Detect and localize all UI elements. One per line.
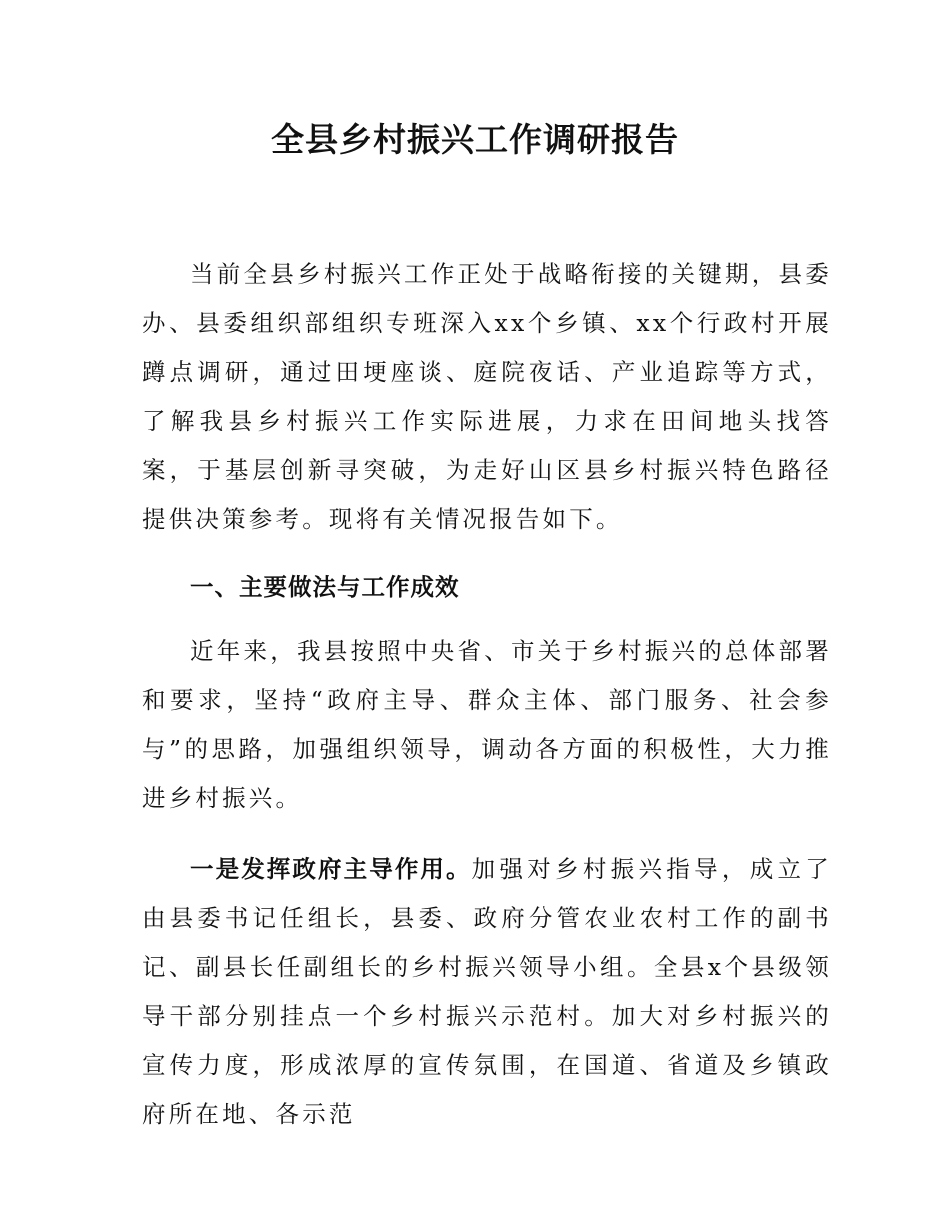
- document-title: 全县乡村振兴工作调研报告: [271, 120, 679, 159]
- section-heading-1: 一、主要做法与工作成效: [190, 573, 460, 601]
- point-1-lead: 一是发挥政府主导作用。: [190, 855, 472, 883]
- point-1-text: 加强对乡村振兴指导，成立了由县委书记任组长，县委、政府分管农业农村工作的副书记、副县长任副组长的乡村振兴领导小组。全县x个县级领导干部分别挂点一个乡村振兴示范村。加大对乡村振兴的宣传力度，形成浓厚的宣传氛围，在国道、省道及乡镇政府所在地、各示范: [142, 855, 833, 1128]
- section-1-paragraph: 近年来，我县按照中央省、市关于乡村振兴的总体部署和要求，坚持“政府主导、群众主体、部门服务、社会参与”的思路，加强组织领导，调动各方面的积极性，大力推进乡村振兴。: [142, 637, 832, 812]
- point-1-paragraph: [142, 845, 832, 1139]
- intro-paragraph: 当前全县乡村振兴工作正处于战略衔接的关键期，县委办、县委组织部组织专班深入xx个乡镇、xx个行政村开展蹲点调研，通过田埂座谈、庭院夜话、产业追踪等方式，了解我县乡村振兴工作实际进展，力求在田间地头找答案，于基层创新寻突破，为走好山区县乡村振兴特色路径提供决策参考。现将有关情况报告如下。: [142, 260, 832, 533]
